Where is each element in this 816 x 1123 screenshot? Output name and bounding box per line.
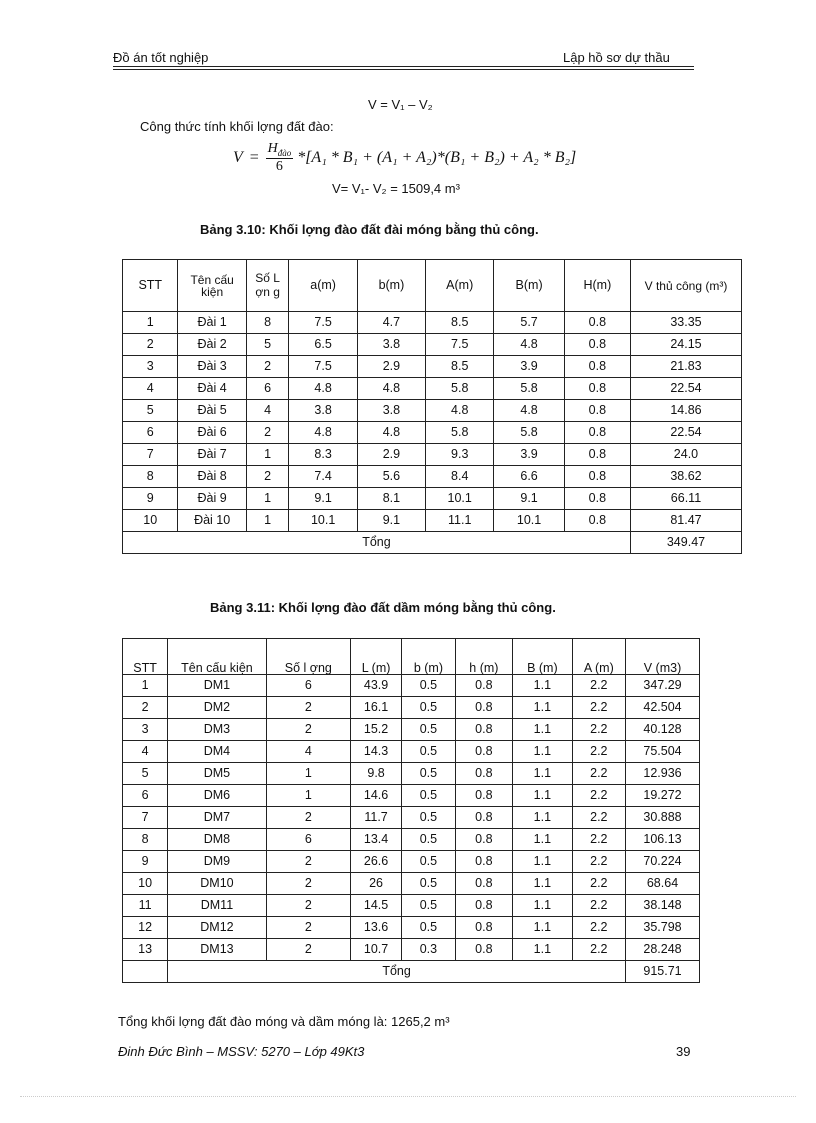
table-cell: 2.2 — [572, 675, 625, 697]
table-cell: 12.936 — [626, 763, 700, 785]
table-cell: 8 — [246, 312, 289, 334]
table-cell: 6 — [266, 675, 350, 697]
formula-numerator: H — [267, 141, 278, 157]
table-cell: 11.7 — [350, 807, 401, 829]
table-cell: DM3 — [168, 719, 267, 741]
table-cell: 4 — [123, 741, 168, 763]
table-cell: 3.8 — [357, 334, 425, 356]
table-cell: 0.8 — [564, 466, 630, 488]
table-cell: 24.0 — [630, 444, 741, 466]
table-cell: DM10 — [168, 873, 267, 895]
table-cell: 0.5 — [402, 851, 455, 873]
table-cell: 2.2 — [572, 785, 625, 807]
table-cell: 9.1 — [289, 488, 357, 510]
table-cell: 4.8 — [289, 378, 357, 400]
table-cell: 0.5 — [402, 763, 455, 785]
table-cell: 2.2 — [572, 829, 625, 851]
table1-total-row — [123, 532, 742, 554]
table-cell: 0.8 — [564, 334, 630, 356]
table-cell: 0.8 — [564, 400, 630, 422]
table-cell: Đài 8 — [178, 466, 246, 488]
footer-page-number: 39 — [676, 1044, 691, 1059]
table2-header-name: Tên cấu kiện — [168, 639, 267, 675]
table-cell: DM11 — [168, 895, 267, 917]
table-cell: 8.5 — [426, 312, 494, 334]
table-cell: 0.8 — [455, 697, 512, 719]
table-cell: 5.8 — [494, 422, 564, 444]
table-cell: 0.8 — [455, 939, 512, 961]
table-cell: 14.86 — [630, 400, 741, 422]
table-cell: 4.8 — [357, 378, 425, 400]
table-cell: 1 — [266, 763, 350, 785]
table1-row — [123, 312, 742, 334]
table1-row — [123, 466, 742, 488]
table-cell: 28.248 — [626, 939, 700, 961]
table-cell: 0.8 — [455, 741, 512, 763]
table-cell: 26.6 — [350, 851, 401, 873]
table-cell: 4.8 — [289, 422, 357, 444]
table-cell: 3 — [123, 356, 178, 378]
header-left: Đồ án tốt nghiệp — [113, 50, 209, 65]
table-cell: 16.1 — [350, 697, 401, 719]
table-cell: 1.1 — [513, 763, 573, 785]
table-cell: 3.9 — [494, 356, 564, 378]
table-cell: 38.148 — [626, 895, 700, 917]
table-cell: Đài 3 — [178, 356, 246, 378]
table-cell: 0.8 — [455, 807, 512, 829]
formula-intro: Công thức tính khối lợng đất đào: — [140, 119, 334, 134]
table-ground-beams — [122, 638, 700, 983]
table1-header-name: Tên cấu kiện — [178, 260, 246, 312]
table-cell: 1 — [246, 444, 289, 466]
table-cell: 1.1 — [513, 719, 573, 741]
table-cell: 0.8 — [564, 444, 630, 466]
table1-row — [123, 378, 742, 400]
table-cell: 2.2 — [572, 763, 625, 785]
table-cell: 2.2 — [572, 895, 625, 917]
table-cell: 6 — [246, 378, 289, 400]
table1-header-V: V thủ công (m³) — [630, 260, 741, 312]
table-cell: 2 — [266, 873, 350, 895]
table-cell: 2 — [266, 807, 350, 829]
table-cell: 10 — [123, 510, 178, 532]
table-cell: 0.8 — [455, 719, 512, 741]
table-cell: 1.1 — [513, 851, 573, 873]
table-cell: 6.6 — [494, 466, 564, 488]
table-cell: 1.1 — [513, 873, 573, 895]
table-cell: 1 — [266, 785, 350, 807]
table-cell: 9.1 — [357, 510, 425, 532]
table-cell: 2.2 — [572, 851, 625, 873]
table2-row — [123, 763, 700, 785]
table-cell: 0.5 — [402, 895, 455, 917]
table-cell: 0.8 — [564, 510, 630, 532]
table-cell: 0.8 — [455, 873, 512, 895]
table2-total-label: Tổng — [168, 961, 626, 983]
table2-row — [123, 697, 700, 719]
table-cell: 7.5 — [289, 356, 357, 378]
formula-lhs: V — [233, 149, 243, 166]
table-cell: 14.3 — [350, 741, 401, 763]
table-cell: 0.8 — [455, 895, 512, 917]
table2-row — [123, 741, 700, 763]
table2-header-L: L (m) — [350, 639, 401, 675]
table-cell: 13.4 — [350, 829, 401, 851]
table-cell: DM1 — [168, 675, 267, 697]
table2-title: Bảng 3.11: Khối lợng đào đất dầm móng bằng thủ công. — [210, 600, 556, 615]
formula-rhs: *[A₁ * B₁ + (A₁ + A₂)*(B₁ + B₂) + A₂ * B₂] — [297, 149, 577, 166]
table-cell: 8 — [123, 466, 178, 488]
formula-fraction — [266, 141, 294, 175]
table-cell: 7.4 — [289, 466, 357, 488]
table-cell: 3.8 — [357, 400, 425, 422]
table-cell: 9 — [123, 851, 168, 873]
table-cell: 5 — [123, 763, 168, 785]
table-cell: 1 — [246, 510, 289, 532]
table-cell: 4.8 — [494, 400, 564, 422]
table-cell: 5.8 — [494, 378, 564, 400]
page-bottom-divider — [20, 1096, 796, 1097]
table1-header-B: B(m) — [494, 260, 564, 312]
table1-header-a: a(m) — [289, 260, 357, 312]
table-cell: 26 — [350, 873, 401, 895]
table-cell: 5 — [246, 334, 289, 356]
table-cell: 1.1 — [513, 807, 573, 829]
table-cell: 8.1 — [357, 488, 425, 510]
header-rule — [113, 66, 694, 70]
table1-total-value: 349.47 — [630, 532, 741, 554]
table-cell: 0.5 — [402, 785, 455, 807]
table-cell: 347.29 — [626, 675, 700, 697]
table1-row — [123, 400, 742, 422]
table-cell: 0.8 — [455, 851, 512, 873]
table-cell: 0.5 — [402, 917, 455, 939]
table-cell: 2.2 — [572, 741, 625, 763]
table-cell: 38.62 — [630, 466, 741, 488]
table1-header-row — [123, 260, 742, 312]
table-cell: 9.8 — [350, 763, 401, 785]
table2-header-A: A (m) — [572, 639, 625, 675]
table-cell: 13 — [123, 939, 168, 961]
table-cell: 11 — [123, 895, 168, 917]
table-cell: 1 — [246, 488, 289, 510]
table-cell: Đài 2 — [178, 334, 246, 356]
table-cell: 10.1 — [289, 510, 357, 532]
table-cell: 4.8 — [494, 334, 564, 356]
table-cell: 9.1 — [494, 488, 564, 510]
table-cell: 1.1 — [513, 829, 573, 851]
table-cell: 22.54 — [630, 378, 741, 400]
table-cell: 10.7 — [350, 939, 401, 961]
table-cell: 2.9 — [357, 356, 425, 378]
table-cell: 8.4 — [426, 466, 494, 488]
table-cell: 81.47 — [630, 510, 741, 532]
table1-title: Bảng 3.10: Khối lợng đào đất đài móng bằng thủ công. — [200, 222, 539, 237]
table-cell: 14.5 — [350, 895, 401, 917]
table-cell: 2.2 — [572, 697, 625, 719]
table1-header-A: A(m) — [426, 260, 494, 312]
table-cell: 8.5 — [426, 356, 494, 378]
table-cell: 10 — [123, 873, 168, 895]
table-cell: 0.8 — [455, 785, 512, 807]
table-cell: 6 — [123, 785, 168, 807]
table-cell: 4.8 — [357, 422, 425, 444]
table-cell: 2 — [266, 917, 350, 939]
summary-line: Tổng khối lợng đất đào móng và dầm móng là: 1265,2 m³ — [118, 1014, 450, 1029]
table-cell: 0.8 — [455, 829, 512, 851]
table2-row — [123, 917, 700, 939]
table2-header-qty: Số l ợng — [266, 639, 350, 675]
table-cell: 0.5 — [402, 675, 455, 697]
table-cell: Đài 6 — [178, 422, 246, 444]
table2-row — [123, 829, 700, 851]
table2-total-value: 915.71 — [626, 961, 700, 983]
table1-row — [123, 334, 742, 356]
table-cell: 1.1 — [513, 675, 573, 697]
table-cell: DM6 — [168, 785, 267, 807]
table2-row — [123, 895, 700, 917]
table-cell: 5.8 — [426, 422, 494, 444]
table-cell: DM12 — [168, 917, 267, 939]
table-cell: 2.9 — [357, 444, 425, 466]
table-cell: 4 — [246, 400, 289, 422]
table-cell: 7.5 — [289, 312, 357, 334]
table-cell: 1.1 — [513, 741, 573, 763]
table-cell: 43.9 — [350, 675, 401, 697]
footer-author: Đinh Đức Bình – MSSV: 5270 – Lớp 49Kt3 — [118, 1044, 365, 1059]
table-cell: 1 — [123, 312, 178, 334]
table-cell: 3.8 — [289, 400, 357, 422]
table-cell: 10.1 — [426, 488, 494, 510]
table2-header-B: B (m) — [513, 639, 573, 675]
table-cell: 0.5 — [402, 719, 455, 741]
table2-total-spacer — [123, 961, 168, 983]
table-cell: 4.7 — [357, 312, 425, 334]
table-cell: 2 — [266, 895, 350, 917]
table-cell: 8 — [123, 829, 168, 851]
table-cell: 0.8 — [564, 356, 630, 378]
table-cell: 11.1 — [426, 510, 494, 532]
table1-row — [123, 510, 742, 532]
table1-row — [123, 488, 742, 510]
table-cell: 0.3 — [402, 939, 455, 961]
table-cell: Đài 7 — [178, 444, 246, 466]
table-cell: DM9 — [168, 851, 267, 873]
table2-header-h: h (m) — [455, 639, 512, 675]
table-cell: 2 — [266, 851, 350, 873]
table-cell: 1.1 — [513, 895, 573, 917]
table1-header-stt: STT — [123, 260, 178, 312]
table-cell: 6 — [266, 829, 350, 851]
table-cell: DM5 — [168, 763, 267, 785]
table-cell: 6.5 — [289, 334, 357, 356]
table2-header-b: b (m) — [402, 639, 455, 675]
table-cell: 5.8 — [426, 378, 494, 400]
table-cell: 0.5 — [402, 741, 455, 763]
formula-denominator: 6 — [275, 158, 283, 174]
table-cell: 24.15 — [630, 334, 741, 356]
table-cell: DM4 — [168, 741, 267, 763]
table1-row — [123, 444, 742, 466]
table-cell: 66.11 — [630, 488, 741, 510]
formula-numerator-sub: đào — [277, 147, 292, 158]
table-cell: 2 — [246, 422, 289, 444]
table-cell: 68.64 — [626, 873, 700, 895]
table-cell: 7.5 — [426, 334, 494, 356]
table-cell: 2.2 — [572, 807, 625, 829]
table-cell: 2 — [266, 939, 350, 961]
table-cell: 9.3 — [426, 444, 494, 466]
table-cell: 2 — [266, 697, 350, 719]
table-cell: 22.54 — [630, 422, 741, 444]
table-cell: 2.2 — [572, 917, 625, 939]
table-cell: Đài 9 — [178, 488, 246, 510]
table2-row — [123, 873, 700, 895]
table2-row — [123, 785, 700, 807]
table1-header-H: H(m) — [564, 260, 630, 312]
table1-total-label: Tổng — [123, 532, 631, 554]
table-cell: 0.5 — [402, 829, 455, 851]
table-cell: 1 — [123, 675, 168, 697]
table2-row — [123, 807, 700, 829]
table-cell: 0.5 — [402, 873, 455, 895]
table-cell: DM8 — [168, 829, 267, 851]
table-cell: 3 — [123, 719, 168, 741]
table-cell: 4 — [123, 378, 178, 400]
table-foundation-pads — [122, 259, 742, 554]
table2-row — [123, 675, 700, 697]
table-cell: 3.9 — [494, 444, 564, 466]
table2-row — [123, 851, 700, 873]
table-cell: 2.2 — [572, 719, 625, 741]
table-cell: 35.798 — [626, 917, 700, 939]
table-cell: 70.224 — [626, 851, 700, 873]
table-cell: 2 — [246, 466, 289, 488]
table-cell: Đài 4 — [178, 378, 246, 400]
table-cell: 9 — [123, 488, 178, 510]
table1-header-qty: Số L ợn g — [246, 260, 289, 312]
table-cell: 0.8 — [455, 917, 512, 939]
table2-header-stt: STT — [123, 639, 168, 675]
table-cell: Đài 1 — [178, 312, 246, 334]
table-cell: 2.2 — [572, 873, 625, 895]
table-cell: 0.8 — [564, 312, 630, 334]
table-cell: 13.6 — [350, 917, 401, 939]
table2-total-row — [123, 961, 700, 983]
table-cell: 0.8 — [564, 422, 630, 444]
table-cell: 4.8 — [426, 400, 494, 422]
table-cell: 5 — [123, 400, 178, 422]
table-cell: 19.272 — [626, 785, 700, 807]
table-cell: 1.1 — [513, 917, 573, 939]
table-cell: 1.1 — [513, 785, 573, 807]
result-equation: V= V₁- V₂ = 1509,4 m³ — [332, 181, 460, 196]
table-cell: 0.8 — [564, 488, 630, 510]
table-cell: 1.1 — [513, 697, 573, 719]
table-cell: 14.6 — [350, 785, 401, 807]
table2-row — [123, 719, 700, 741]
table1-header-b: b(m) — [357, 260, 425, 312]
table-cell: Đài 5 — [178, 400, 246, 422]
table-cell: 106.13 — [626, 829, 700, 851]
table-cell: 1.1 — [513, 939, 573, 961]
table-cell: 6 — [123, 422, 178, 444]
table-cell: 0.5 — [402, 807, 455, 829]
table-cell: 2 — [123, 697, 168, 719]
table-cell: 0.5 — [402, 697, 455, 719]
table-cell: 2 — [123, 334, 178, 356]
table-cell: 4 — [266, 741, 350, 763]
table-cell: DM2 — [168, 697, 267, 719]
table-cell: 0.8 — [564, 378, 630, 400]
table-cell: 0.8 — [455, 675, 512, 697]
header-right: Lập hồ sơ dự thầu — [563, 50, 670, 65]
table2-header-row — [123, 639, 700, 675]
table-cell: Đài 10 — [178, 510, 246, 532]
table-cell: DM7 — [168, 807, 267, 829]
table-cell: 7 — [123, 807, 168, 829]
table-cell: 21.83 — [630, 356, 741, 378]
table2-header-V: V (m3) — [626, 639, 700, 675]
table-cell: 5.6 — [357, 466, 425, 488]
table2-row — [123, 939, 700, 961]
table-cell: 12 — [123, 917, 168, 939]
table-cell: DM13 — [168, 939, 267, 961]
table-cell: 10.1 — [494, 510, 564, 532]
table-cell: 0.8 — [455, 763, 512, 785]
table1-row — [123, 422, 742, 444]
table-cell: 2.2 — [572, 939, 625, 961]
table-cell: 40.128 — [626, 719, 700, 741]
table-cell: 30.888 — [626, 807, 700, 829]
table-cell: 75.504 — [626, 741, 700, 763]
excavation-formula: V = $H_{đào}$ 6 *[A₁ * B₁ + (A₁ + A₂)*(B₁ + B₂) + A₂ * B₂] — [233, 141, 577, 174]
table-cell: 33.35 — [630, 312, 741, 334]
equation-v: V = V₁ – V₂ — [368, 97, 433, 112]
table-cell: 5.7 — [494, 312, 564, 334]
table-cell: 2 — [246, 356, 289, 378]
table-cell: 2 — [266, 719, 350, 741]
table-cell: 42.504 — [626, 697, 700, 719]
table-cell: 15.2 — [350, 719, 401, 741]
table1-row — [123, 356, 742, 378]
table-cell: 8.3 — [289, 444, 357, 466]
table-cell: 7 — [123, 444, 178, 466]
